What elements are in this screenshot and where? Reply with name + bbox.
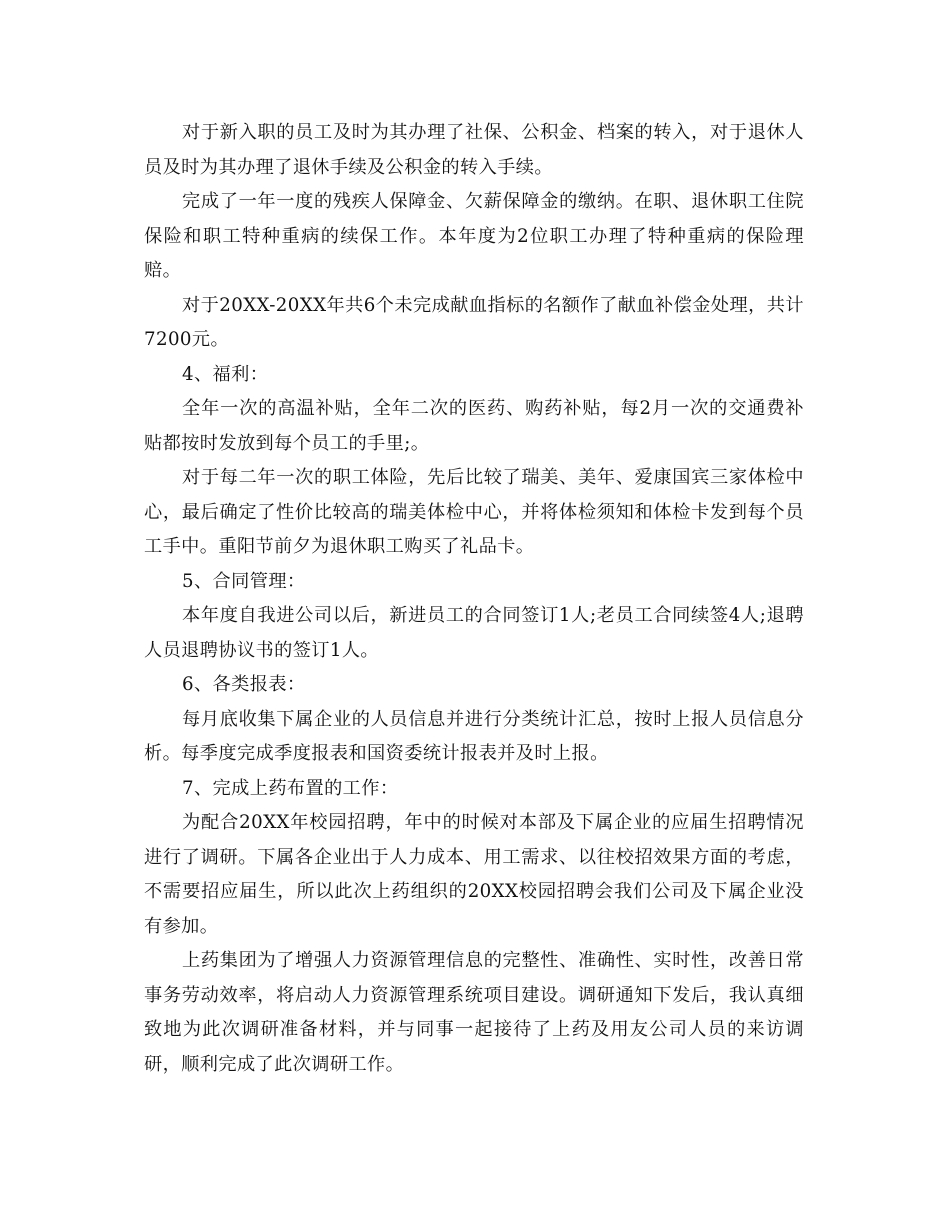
heading-reports: 6、各类报表： xyxy=(182,674,306,695)
heading-contract-management: 5、合同管理： xyxy=(182,570,306,592)
paragraph-campus-recruitment: 为配合20XX年校园招聘，年中的时候对本部及下属企业的应届生招聘情况进行了调研。下属各企业出于人力成本、用工需求、以往校招效果方面的考虑，不需要招应届生，所以此次上药组织的20XX校园招聘会我们公司及下属企业没有参加。 xyxy=(144,812,804,937)
paragraph-disability-fund: 完成了一年一度的残疾人保障金、欠薪保障金的缴纳。在职、退休职工住院保险和职工特种重病的续保工作。本年度为2位职工办理了特种重病的保险理赔。 xyxy=(144,191,804,281)
paragraph-contracts: 本年度自我进公司以后，新进员工的合同签订1人;老员工合同续签4人;退聘人员退聘协议书的签订1人。 xyxy=(144,605,804,661)
paragraph-blood-donation-compensation: 对于20XX-20XX年共6个未完成献血指标的名额作了献血补偿金处理，共计7200元。 xyxy=(144,294,804,350)
heading-assigned-work: 7、完成上药布置的工作： xyxy=(182,777,399,799)
paragraph-reports: 每月底收集下属企业的人员信息并进行分类统计汇总，按时上报人员信息分析。每季度完成季度报表和国资委统计报表并及时上报。 xyxy=(144,708,804,764)
document-page xyxy=(144,116,804,1082)
paragraph-hr-system-research: 上药集团为了增强人力资源管理信息的完整性、准确性、实时性，改善日常事务劳动效率，将启动人力资源管理系统项目建设。调研通知下发后，我认真细致地为此次调研准备材料，并与同事一起接待了上药及用友公司人员的来访调研，顺利完成了此次调研工作。 xyxy=(144,950,804,1075)
heading-welfare: 4、福利： xyxy=(182,363,269,385)
paragraph-onboarding-social-insurance: 对于新入职的员工及时为其办理了社保、公积金、档案的转入，对于退休人员及时为其办理了退休手续及公积金的转入手续。 xyxy=(144,122,804,178)
paragraph-subsidies: 全年一次的高温补贴，全年二次的医药、购药补贴，每2月一次的交通费补贴都按时发放到每个员工的手里;。 xyxy=(144,398,804,454)
paragraph-health-checkup: 对于每二年一次的职工体险，先后比较了瑞美、美年、爱康国宾三家体检中心，最后确定了性价比较高的瑞美体检中心，并将体检须知和体检卡发到每个员工手中。重阳节前夕为退休职工购买了礼品卡。 xyxy=(144,467,804,557)
